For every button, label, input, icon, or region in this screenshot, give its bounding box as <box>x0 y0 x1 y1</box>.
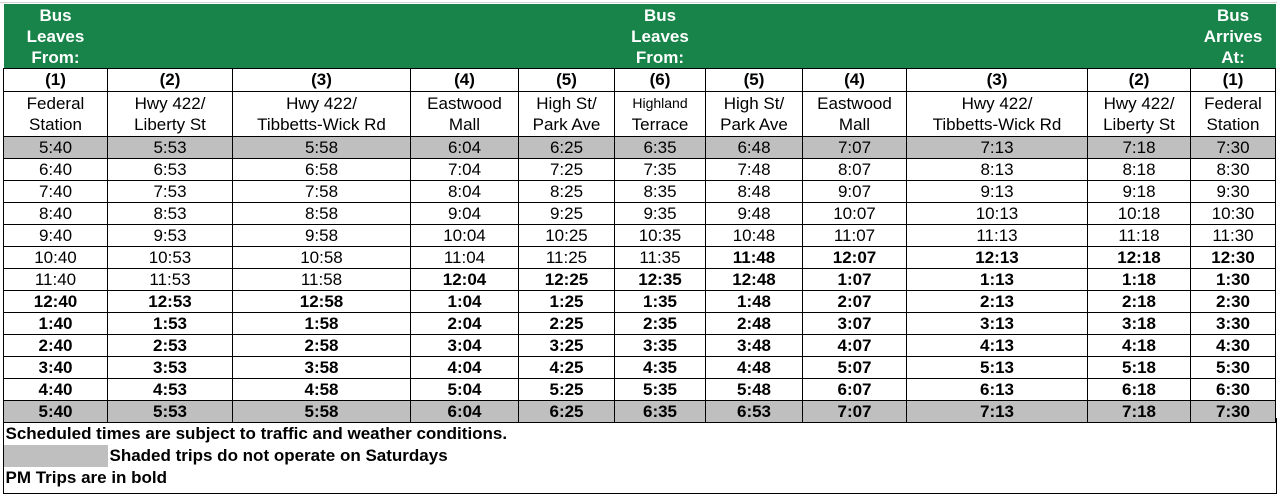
trip-time: 1:40 <box>4 313 108 335</box>
trip-time: 10:53 <box>108 247 233 269</box>
trip-time: 12:58 <box>233 291 411 313</box>
trip-time: 11:04 <box>411 247 519 269</box>
trip-time: 3:18 <box>1088 313 1191 335</box>
trip-time: 1:58 <box>233 313 411 335</box>
trip-time: 8:48 <box>706 181 803 203</box>
trip-time: 5:13 <box>907 357 1088 379</box>
header-banner-row <box>4 4 1276 69</box>
trip-time: 3:35 <box>615 335 706 357</box>
trip-time: 4:48 <box>706 357 803 379</box>
trip-time: 4:18 <box>1088 335 1191 357</box>
trip-time: 11:53 <box>108 269 233 291</box>
trip-row <box>4 225 1276 247</box>
note-row-shaded <box>4 445 1276 467</box>
trip-time: 6:25 <box>519 137 615 159</box>
trip-time: 1:35 <box>615 291 706 313</box>
banner-leaves-from-left: Bus Leaves From: <box>4 4 108 69</box>
trip-time: 7:58 <box>233 181 411 203</box>
trip-time: 7:30 <box>1191 401 1276 423</box>
trip-row <box>4 247 1276 269</box>
trip-time: 11:35 <box>615 247 706 269</box>
trip-time: 9:58 <box>233 225 411 247</box>
trip-time: 6:53 <box>108 159 233 181</box>
trip-time: 5:18 <box>1088 357 1191 379</box>
trip-time: 10:40 <box>4 247 108 269</box>
trip-time: 7:48 <box>706 159 803 181</box>
trip-time: 9:35 <box>615 203 706 225</box>
trip-time: 12:48 <box>706 269 803 291</box>
trip-time: 6:40 <box>4 159 108 181</box>
trip-time: 3:04 <box>411 335 519 357</box>
stop-name: Highland Terrace <box>615 92 706 137</box>
trip-time: 12:13 <box>907 247 1088 269</box>
stop-name: Federal Station <box>1191 92 1276 137</box>
trip-time: 12:53 <box>108 291 233 313</box>
trip-time: 10:35 <box>615 225 706 247</box>
trip-time: 10:04 <box>411 225 519 247</box>
trip-time: 10:07 <box>803 203 907 225</box>
note-shaded: Shaded trips do not operate on Saturdays <box>109 446 448 465</box>
trip-time: 7:18 <box>1088 401 1191 423</box>
trip-time: 11:18 <box>1088 225 1191 247</box>
trip-time: 9:40 <box>4 225 108 247</box>
trip-time: 8:58 <box>233 203 411 225</box>
trip-time: 9:18 <box>1088 181 1191 203</box>
stop-name: High St/ Park Ave <box>706 92 803 137</box>
trip-time: 4:35 <box>615 357 706 379</box>
trip-time: 5:30 <box>1191 357 1276 379</box>
stop-number: (5) <box>706 69 803 92</box>
trip-time: 6:18 <box>1088 379 1191 401</box>
trip-time: 12:35 <box>615 269 706 291</box>
stop-name: Hwy 422/ Tibbetts-Wick Rd <box>907 92 1088 137</box>
trip-time: 2:25 <box>519 313 615 335</box>
trip-time: 10:48 <box>706 225 803 247</box>
trip-time: 5:25 <box>519 379 615 401</box>
trip-time: 3:07 <box>803 313 907 335</box>
stop-number: (1) <box>4 69 108 92</box>
trip-time: 7:40 <box>4 181 108 203</box>
trip-time: 3:13 <box>907 313 1088 335</box>
trip-time: 12:30 <box>1191 247 1276 269</box>
stop-name: Eastwood Mall <box>803 92 907 137</box>
trip-time: 5:07 <box>803 357 907 379</box>
trip-time: 5:48 <box>706 379 803 401</box>
trip-time: 6:07 <box>803 379 907 401</box>
trip-time: 1:25 <box>519 291 615 313</box>
trip-time: 6:25 <box>519 401 615 423</box>
trip-time: 8:07 <box>803 159 907 181</box>
trip-time: 3:40 <box>4 357 108 379</box>
trip-time: 3:53 <box>108 357 233 379</box>
trip-time: 2:30 <box>1191 291 1276 313</box>
trip-time: 12:18 <box>1088 247 1191 269</box>
trip-time: 1:04 <box>411 291 519 313</box>
trip-time: 6:53 <box>706 401 803 423</box>
trip-time: 4:13 <box>907 335 1088 357</box>
stop-number: (1) <box>1191 69 1276 92</box>
trip-time: 4:07 <box>803 335 907 357</box>
trip-time: 6:35 <box>615 137 706 159</box>
trip-time: 2:07 <box>803 291 907 313</box>
stop-number: (4) <box>411 69 519 92</box>
stop-number-row <box>4 69 1276 92</box>
trip-time: 9:30 <box>1191 181 1276 203</box>
trip-time: 1:07 <box>803 269 907 291</box>
trip-time: 8:25 <box>519 181 615 203</box>
trip-time: 3:30 <box>1191 313 1276 335</box>
trip-time: 10:18 <box>1088 203 1191 225</box>
trip-time: 1:13 <box>907 269 1088 291</box>
trip-time: 9:13 <box>907 181 1088 203</box>
trip-time: 6:04 <box>411 137 519 159</box>
trip-time: 7:07 <box>803 137 907 159</box>
trip-row <box>4 313 1276 335</box>
trip-time: 11:13 <box>907 225 1088 247</box>
trip-time: 11:58 <box>233 269 411 291</box>
trip-time: 9:25 <box>519 203 615 225</box>
stop-number: (2) <box>108 69 233 92</box>
stop-name-row <box>4 92 1276 137</box>
stop-name: Eastwood Mall <box>411 92 519 137</box>
trip-time: 11:48 <box>706 247 803 269</box>
trip-time: 6:48 <box>706 137 803 159</box>
trip-time: 6:13 <box>907 379 1088 401</box>
trip-time: 7:07 <box>803 401 907 423</box>
trip-time: 8:30 <box>1191 159 1276 181</box>
trip-time: 10:58 <box>233 247 411 269</box>
trip-time: 5:58 <box>233 401 411 423</box>
trip-time: 5:58 <box>233 137 411 159</box>
trip-time: 1:48 <box>706 291 803 313</box>
note-row-pm <box>4 467 1276 489</box>
trip-time: 7:35 <box>615 159 706 181</box>
trip-time: 2:53 <box>108 335 233 357</box>
trip-time: 12:07 <box>803 247 907 269</box>
trip-time: 5:04 <box>411 379 519 401</box>
stop-name: Federal Station <box>4 92 108 137</box>
trip-time: 6:58 <box>233 159 411 181</box>
trip-time: 4:40 <box>4 379 108 401</box>
trip-time: 6:30 <box>1191 379 1276 401</box>
trip-row <box>4 357 1276 379</box>
trip-time: 8:13 <box>907 159 1088 181</box>
trip-time: 7:13 <box>907 401 1088 423</box>
trip-time: 2:04 <box>411 313 519 335</box>
trip-time: 1:30 <box>1191 269 1276 291</box>
trip-time: 2:48 <box>706 313 803 335</box>
trip-time: 2:35 <box>615 313 706 335</box>
trip-time: 8:18 <box>1088 159 1191 181</box>
trip-time: 11:30 <box>1191 225 1276 247</box>
trip-time: 6:35 <box>615 401 706 423</box>
trip-time: 5:40 <box>4 401 108 423</box>
trip-row <box>4 203 1276 225</box>
trip-time: 4:04 <box>411 357 519 379</box>
banner-leaves-from-middle: Bus Leaves From: <box>615 4 706 69</box>
trip-time: 9:04 <box>411 203 519 225</box>
trip-time: 10:30 <box>1191 203 1276 225</box>
trip-time: 10:13 <box>907 203 1088 225</box>
note-traffic: Scheduled times are subject to traffic and weather conditions. <box>5 424 508 443</box>
trip-time: 2:40 <box>4 335 108 357</box>
trip-time: 2:13 <box>907 291 1088 313</box>
trip-time: 2:58 <box>233 335 411 357</box>
trip-time: 8:04 <box>411 181 519 203</box>
trip-row <box>4 159 1276 181</box>
trip-time: 7:25 <box>519 159 615 181</box>
trip-time: 5:53 <box>108 401 233 423</box>
trip-row <box>4 269 1276 291</box>
bus-schedule-table <box>3 4 1276 489</box>
trip-row <box>4 379 1276 401</box>
trip-time: 11:40 <box>4 269 108 291</box>
note-pm-bold: PM Trips are in bold <box>5 468 168 487</box>
trip-time: 11:07 <box>803 225 907 247</box>
trip-time: 1:18 <box>1088 269 1191 291</box>
trip-time: 5:53 <box>108 137 233 159</box>
trip-time: 8:35 <box>615 181 706 203</box>
stop-number: (3) <box>233 69 411 92</box>
trip-time: 11:25 <box>519 247 615 269</box>
shaded-legend-swatch <box>4 445 108 467</box>
trip-time: 4:58 <box>233 379 411 401</box>
trip-time: 12:25 <box>519 269 615 291</box>
trip-row <box>4 401 1276 423</box>
trip-time: 4:53 <box>108 379 233 401</box>
trip-time: 7:13 <box>907 137 1088 159</box>
trip-row <box>4 181 1276 203</box>
stop-name: Hwy 422/ Liberty St <box>108 92 233 137</box>
trip-time: 12:04 <box>411 269 519 291</box>
trip-time: 8:53 <box>108 203 233 225</box>
trip-time: 9:53 <box>108 225 233 247</box>
trip-time: 1:53 <box>108 313 233 335</box>
trip-time: 5:35 <box>615 379 706 401</box>
trip-row <box>4 137 1276 159</box>
stop-number: (4) <box>803 69 907 92</box>
trip-time: 5:40 <box>4 137 108 159</box>
trip-row <box>4 335 1276 357</box>
trip-time: 7:53 <box>108 181 233 203</box>
trip-time: 4:25 <box>519 357 615 379</box>
stop-number: (5) <box>519 69 615 92</box>
trip-time: 7:30 <box>1191 137 1276 159</box>
trip-time: 10:25 <box>519 225 615 247</box>
trip-time: 12:40 <box>4 291 108 313</box>
stop-number: (3) <box>907 69 1088 92</box>
trip-time: 2:18 <box>1088 291 1191 313</box>
trip-time: 9:48 <box>706 203 803 225</box>
trip-time: 6:04 <box>411 401 519 423</box>
note-row-traffic <box>4 423 1276 446</box>
trip-time: 4:30 <box>1191 335 1276 357</box>
trip-time: 3:48 <box>706 335 803 357</box>
stop-name: High St/ Park Ave <box>519 92 615 137</box>
stop-number: (2) <box>1088 69 1191 92</box>
trip-time: 3:25 <box>519 335 615 357</box>
stop-name: Hwy 422/ Liberty St <box>1088 92 1191 137</box>
trip-time: 3:58 <box>233 357 411 379</box>
trip-time: 8:40 <box>4 203 108 225</box>
stop-name: Hwy 422/ Tibbetts-Wick Rd <box>233 92 411 137</box>
trip-time: 7:04 <box>411 159 519 181</box>
trip-row <box>4 291 1276 313</box>
banner-arrives-at: Bus Arrives At: <box>1191 4 1276 69</box>
trip-time: 9:07 <box>803 181 907 203</box>
trip-time: 7:18 <box>1088 137 1191 159</box>
stop-number: (6) <box>615 69 706 92</box>
